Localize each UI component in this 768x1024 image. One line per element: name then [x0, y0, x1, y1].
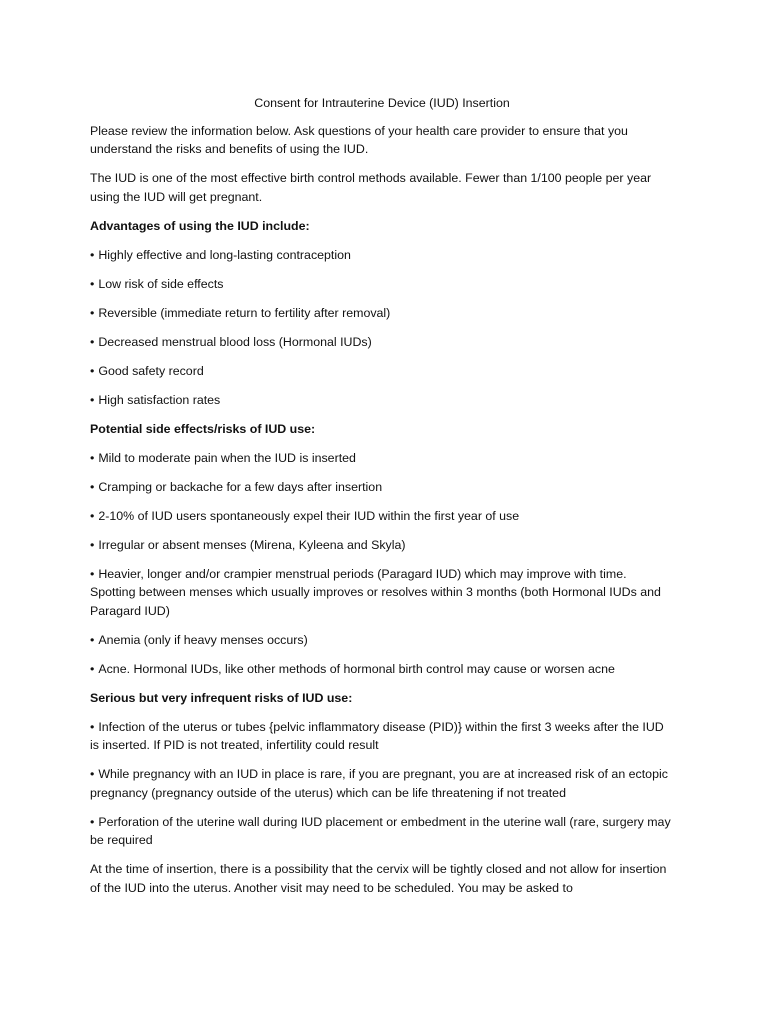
list-item: • Highly effective and long-lasting contraception — [90, 247, 351, 262]
list-item: • 2-10% of IUD users spontaneously expel their IUD within the first year of use — [90, 508, 520, 523]
list-item: • Anemia (only if heavy menses occurs) — [90, 632, 308, 647]
list-item: • Low risk of side effects — [90, 276, 224, 291]
list-item: • Decreased menstrual blood loss (Hormonal IUDs) — [90, 334, 372, 349]
bullet-glyph: • — [90, 767, 95, 781]
bullet-glyph: • — [90, 719, 95, 734]
insertion-note-paragraph: At the time of insertion, there is a possibility that the cervix will be tightly closed and not allow for insertion of the IUD into the uterus. Another visit may need to be scheduled. You may be asked to — [90, 862, 667, 895]
bullet-glyph: • — [90, 508, 95, 523]
list-item: • Perforation of the uterine wall during IUD placement or embedment in the uterine wall (rare, surgery may be required — [90, 814, 671, 847]
list-item: • Acne. Hormonal IUDs, like other methods of hormonal birth control may cause or worsen acne — [90, 661, 615, 676]
list-item: • Irregular or absent menses (Mirena, Kyleena and Skyla) — [90, 537, 406, 552]
effectiveness-paragraph: The IUD is one of the most effective birth control methods available. Fewer than 1/100 people per year using the IUD will get pregnant. — [90, 171, 652, 204]
bullet-glyph: • — [90, 363, 95, 378]
serious-risks-list — [90, 718, 674, 850]
list-item: • Good safety record — [90, 363, 204, 378]
list-item: • Reversible (immediate return to fertility after removal) — [90, 305, 391, 320]
bullet-glyph: • — [90, 305, 95, 320]
advantages-heading: Advantages of using the IUD include: — [90, 218, 310, 233]
intro-paragraph: Please review the information below. Ask questions of your health care provider to ensure that you understand the risks and benefits of using the IUD. — [90, 123, 628, 156]
document-title: Consent for Intrauterine Device (IUD) Insertion — [254, 96, 510, 110]
bullet-glyph: • — [90, 392, 95, 407]
side-effects-heading: Potential side effects/risks of IUD use: — [90, 421, 316, 436]
list-item: • Cramping or backache for a few days after insertion — [90, 479, 383, 494]
serious-risks-heading: Serious but very infrequent risks of IUD use: — [90, 690, 353, 705]
list-item: • Mild to moderate pain when the IUD is inserted — [90, 450, 356, 465]
bullet-glyph: • — [90, 247, 95, 262]
bullet-glyph: • — [90, 479, 95, 494]
bullet-glyph: • — [90, 537, 95, 552]
bullet-glyph: • — [90, 814, 95, 829]
side-effects-list — [90, 449, 674, 679]
advantages-list — [90, 246, 674, 410]
bullet-glyph: • — [90, 566, 95, 581]
list-item: • High satisfaction rates — [90, 392, 221, 407]
bullet-glyph: • — [90, 276, 95, 291]
bullet-glyph: • — [90, 632, 95, 647]
bullet-glyph: • — [90, 661, 95, 676]
bullet-glyph: • — [90, 450, 95, 465]
list-item: • While pregnancy with an IUD in place is rare, if you are pregnant, you are at increased risk of an ectopic pregnancy (pregnancy outside of the uterus) which can be life threatening if not treated — [90, 767, 668, 800]
bullet-glyph: • — [90, 334, 95, 349]
list-item: • Infection of the uterus or tubes {pelvic inflammatory disease (PID)} within the first 3 weeks after the IUD is inserted. If PID is not treated, infertility could result — [90, 719, 664, 752]
list-item: • Heavier, longer and/or crampier menstrual periods (Paragard IUD) which may improve with time. Spotting between menses which usually improves or resolves within 3 months (both Hormonal IUDs and Paragard IUD) — [90, 566, 661, 618]
